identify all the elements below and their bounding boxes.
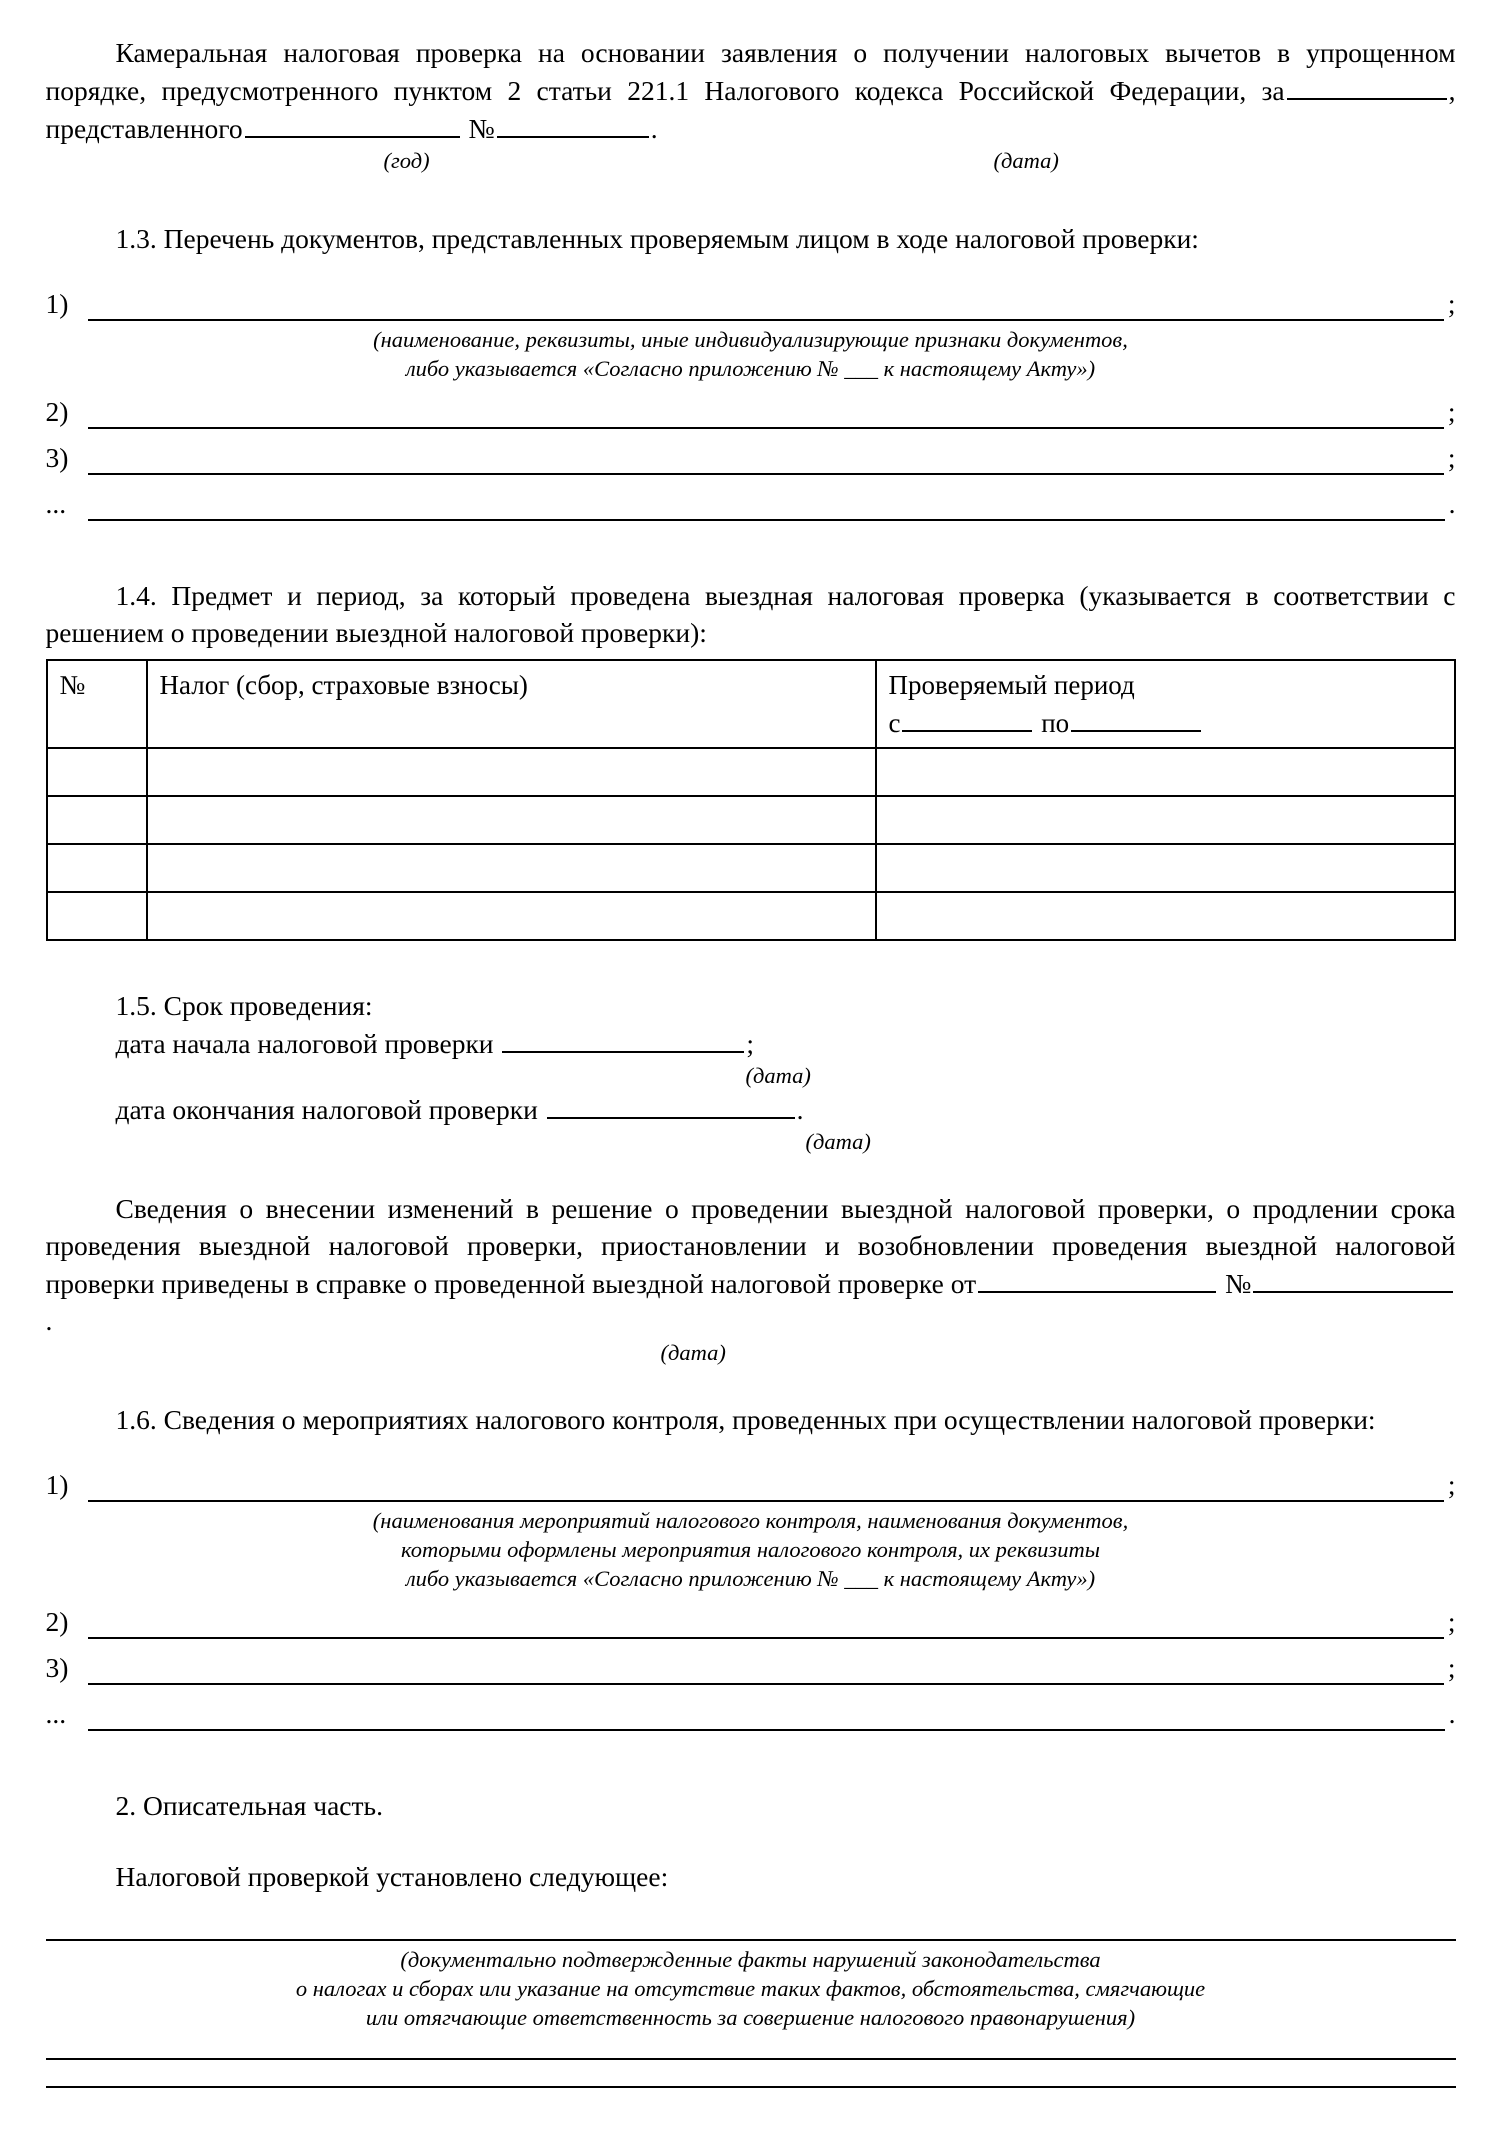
changes-text: Сведения о внесении изменений в решение о проведении выездной налоговой проверки, о продлении срока проведения выездной налоговой проверки, приостановлении и возобновлении проведения выездной налоговой проверки приведены в справке о проведенной выездной налоговой проверке от bbox=[45, 1193, 1456, 1299]
table-cell-num[interactable] bbox=[47, 796, 147, 844]
section-1-4-heading: 1.4. Предмет и период, за который проведена выездная налоговая проверка (указывается в соответствии с решением о проведении выездной налоговой проверки): bbox=[45, 580, 1456, 648]
list-item-tail: ; bbox=[1447, 396, 1456, 427]
changes-paragraph bbox=[46, 1190, 1456, 1339]
audit-period-table bbox=[46, 659, 1456, 941]
table-cell-period[interactable] bbox=[876, 796, 1455, 844]
section-2-statement: Налоговой проверкой установлено следующее: bbox=[115, 1861, 669, 1892]
table-cell-num[interactable] bbox=[47, 748, 147, 796]
spacer bbox=[46, 2060, 1456, 2086]
table-cell-period[interactable] bbox=[876, 748, 1455, 796]
list-item-label: ... bbox=[45, 488, 67, 519]
findings-rule[interactable] bbox=[46, 2086, 1456, 2088]
changes-period: . bbox=[45, 1305, 53, 1336]
table-row bbox=[47, 892, 1455, 940]
spacer bbox=[46, 174, 1456, 220]
list-item bbox=[46, 1468, 1456, 1502]
start-date-caption: (дата) bbox=[745, 1063, 811, 1088]
intro-paragraph bbox=[46, 34, 1456, 147]
start-date-blank[interactable] bbox=[502, 1024, 744, 1053]
list-item-blank[interactable] bbox=[88, 493, 1445, 521]
changes-number-sign: № bbox=[1225, 1268, 1252, 1299]
section-1-3-heading: 1.3. Перечень документов, представленных проверяемым лицом в ходе налоговой проверки: bbox=[115, 223, 1199, 254]
list-item bbox=[46, 395, 1456, 429]
spacer bbox=[46, 2032, 1456, 2058]
list-item-tail: . bbox=[1448, 1698, 1456, 1729]
table-row bbox=[47, 748, 1455, 796]
section-1-5-heading: 1.5. Срок проведения: bbox=[115, 990, 373, 1021]
list-item-label: 2) bbox=[45, 396, 69, 427]
list-item-blank[interactable] bbox=[88, 1611, 1444, 1639]
spacer bbox=[46, 1824, 1456, 1858]
table-cell-num[interactable] bbox=[47, 892, 147, 940]
caption-line: или отягчающие ответственность за совершение налогового правонарушения) bbox=[365, 2005, 1136, 2030]
table-header-row bbox=[47, 660, 1455, 748]
table-header-num: № bbox=[47, 660, 147, 748]
intro-year-blank[interactable] bbox=[1287, 71, 1447, 100]
list-item-tail: ; bbox=[1447, 1469, 1456, 1500]
period-to-blank[interactable] bbox=[1071, 703, 1201, 732]
table-cell-tax[interactable] bbox=[147, 892, 876, 940]
intro-text-part2: , представленного bbox=[45, 75, 1456, 144]
spacer bbox=[46, 257, 1456, 275]
table-cell-num[interactable] bbox=[47, 844, 147, 892]
end-date-blank[interactable] bbox=[547, 1090, 795, 1119]
section-1-6-captions bbox=[46, 1506, 1456, 1593]
table-cell-tax[interactable] bbox=[147, 844, 876, 892]
intro-captions bbox=[46, 147, 1456, 174]
list-item bbox=[46, 1605, 1456, 1639]
caption-line: (документально подтвержденные факты нарушений законодательства bbox=[400, 1947, 1101, 1972]
spacer bbox=[46, 1895, 1456, 1939]
caption-line: о налогах и сборах или указание на отсутствие таких фактов, обстоятельства, смягчающие bbox=[295, 1976, 1206, 2001]
list-item-label: 1) bbox=[45, 1469, 69, 1500]
period-from-label: с bbox=[888, 708, 901, 738]
caption-date: (дата) bbox=[993, 148, 1059, 173]
caption-line: которыми оформлены мероприятия налогового контроля, их реквизиты bbox=[401, 1537, 1100, 1562]
caption-line: либо указывается «Согласно приложению № ___ к настоящему Акту») bbox=[405, 356, 1096, 381]
intro-text-part1: Камеральная налоговая проверка на основании заявления о получении налоговых вычетов в упрощенном порядке, предусмотренного пунктом 2 статьи 221.1 Налогового кодекса Российской Федерации, за bbox=[45, 37, 1456, 106]
table-header-period bbox=[876, 660, 1455, 748]
list-item-blank[interactable] bbox=[88, 447, 1444, 475]
caption-line: (наименование, реквизиты, иные индивидуализирующие признаки документов, bbox=[373, 327, 1128, 352]
intro-number-blank[interactable] bbox=[497, 109, 649, 138]
table-row bbox=[47, 796, 1455, 844]
spacer bbox=[46, 1438, 1456, 1456]
intro-period: . bbox=[650, 113, 658, 144]
caption-line: либо указывается «Согласно приложению № ___ к настоящему Акту») bbox=[405, 1566, 1096, 1591]
caption-year: (год) bbox=[383, 148, 430, 173]
table-row bbox=[47, 844, 1455, 892]
start-date-label: дата начала налоговой проверки bbox=[115, 1028, 494, 1059]
changes-date-blank[interactable] bbox=[978, 1264, 1216, 1293]
list-item bbox=[46, 1651, 1456, 1685]
table-cell-tax[interactable] bbox=[147, 796, 876, 844]
spacer bbox=[46, 941, 1456, 987]
list-item-tail: . bbox=[1448, 488, 1456, 519]
list-item-label: 2) bbox=[45, 1606, 69, 1637]
changes-date-caption: (дата) bbox=[660, 1340, 726, 1365]
spacer bbox=[46, 1731, 1456, 1787]
table-cell-period[interactable] bbox=[876, 844, 1455, 892]
section-2-heading: 2. Описательная часть. bbox=[115, 1790, 383, 1821]
spacer bbox=[46, 1367, 1456, 1401]
intro-date-blank[interactable] bbox=[245, 109, 460, 138]
list-item bbox=[46, 441, 1456, 475]
list-item-tail: ; bbox=[1447, 1652, 1456, 1683]
spacer bbox=[46, 1156, 1456, 1190]
intro-number-sign: № bbox=[468, 113, 495, 144]
start-date-tail: ; bbox=[746, 1028, 755, 1059]
table-cell-period[interactable] bbox=[876, 892, 1455, 940]
list-item bbox=[46, 1697, 1456, 1731]
list-item-tail: ; bbox=[1447, 288, 1456, 319]
section-1-6-heading: 1.6. Сведения о мероприятиях налогового контроля, проведенных при осуществлении налоговой проверки: bbox=[115, 1404, 1376, 1435]
section-1-5-end-row bbox=[46, 1090, 1456, 1128]
list-item-label: 3) bbox=[45, 1652, 69, 1683]
list-item-tail: ; bbox=[1447, 442, 1456, 473]
table-cell-tax[interactable] bbox=[147, 748, 876, 796]
list-item-blank[interactable] bbox=[88, 293, 1444, 321]
list-item-blank[interactable] bbox=[88, 1474, 1444, 1502]
section-1-3-captions bbox=[46, 325, 1456, 383]
list-item-label: 3) bbox=[45, 442, 69, 473]
table-header-tax: Налог (сбор, страховые взносы) bbox=[147, 660, 876, 748]
findings-rule[interactable] bbox=[46, 1939, 1456, 1941]
end-date-tail: . bbox=[796, 1094, 804, 1125]
caption-line: (наименования мероприятий налогового контроля, наименования документов, bbox=[372, 1508, 1129, 1533]
list-item-blank[interactable] bbox=[88, 401, 1444, 429]
table-header-period-range bbox=[889, 703, 1444, 741]
list-item bbox=[46, 487, 1456, 521]
document-body bbox=[46, 34, 1456, 2088]
table-header-period-label: Проверяемый период bbox=[888, 670, 1135, 700]
period-to-label: по bbox=[1041, 708, 1070, 738]
list-item-label: ... bbox=[45, 1698, 67, 1729]
end-date-label: дата окончания налоговой проверки bbox=[115, 1094, 538, 1125]
list-item-label: 1) bbox=[45, 288, 69, 319]
list-item-tail: ; bbox=[1447, 1606, 1456, 1637]
changes-number-blank[interactable] bbox=[1253, 1264, 1453, 1293]
end-date-caption: (дата) bbox=[805, 1129, 871, 1154]
section-2-captions bbox=[46, 1945, 1456, 2032]
list-item-blank[interactable] bbox=[88, 1657, 1444, 1685]
list-item bbox=[46, 287, 1456, 321]
section-1-5-start-row bbox=[46, 1024, 1456, 1062]
spacer bbox=[46, 521, 1456, 577]
period-from-blank[interactable] bbox=[902, 703, 1032, 732]
list-item-blank[interactable] bbox=[88, 1703, 1445, 1731]
